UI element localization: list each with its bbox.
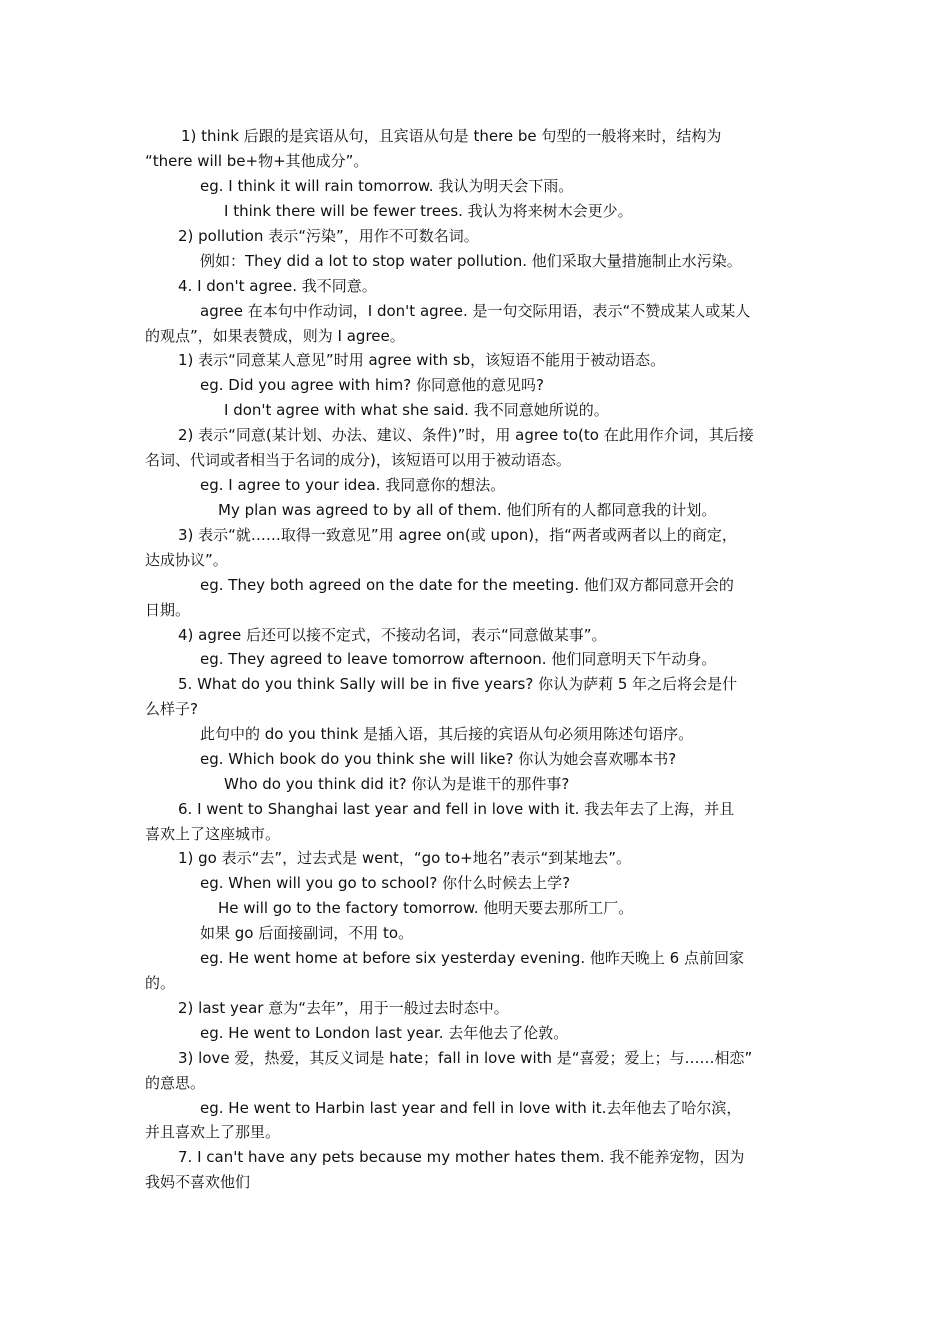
text-line: eg. They both agreed on the date for the meeting. 他们双方都同意开会的 <box>200 576 734 594</box>
text-line: agree 在本句中作动词，I don't agree. 是一句交际用语，表示“不赞成某人或某人 <box>200 302 751 320</box>
text-line: eg. I agree to your idea. 我同意你的想法。 <box>200 476 506 494</box>
text-line: I don't agree with what she said. 我不同意她所说的。 <box>224 401 609 419</box>
text-line: I think there will be fewer trees. 我认为将来树木会更少。 <box>224 202 633 220</box>
text-line: 4. I don't agree. 我不同意。 <box>178 277 377 295</box>
text-line: eg. They agreed to leave tomorrow afternoon. 他们同意明天下午动身。 <box>200 650 717 668</box>
text-line: eg. When will you go to school? 你什么时候去上学? <box>200 874 571 892</box>
text-line: 名词、代词或者相当于名词的成分)，该短语可以用于被动语态。 <box>145 451 571 469</box>
text-line: eg. He went to London last year. 去年他去了伦敦。 <box>200 1024 569 1042</box>
text-line: 2) 表示“同意(某计划、办法、建议、条件)”时，用 agree to(to 在此用作介词，其后接 <box>178 426 754 444</box>
text-line: 此句中的 do you think 是插入语，其后接的宾语从句必须用陈述句语序。 <box>200 725 694 743</box>
text-line: 喜欢上了这座城市。 <box>145 825 281 843</box>
text-line: eg. He went to Harbin last year and fell in love with it.去年他去了哈尔滨， <box>200 1099 742 1117</box>
text-line: 我妈不喜欢他们 <box>145 1173 251 1191</box>
text-line: eg. Which book do you think she will like? 你认为她会喜欢哪本书? <box>200 750 677 768</box>
text-line: 2) last year 意为“去年”，用于一般过去时态中。 <box>178 999 509 1017</box>
text-line: 3) 表示“就……取得一致意见”用 agree on(或 upon)，指“两者或两者以上的商定， <box>178 526 737 544</box>
text-line: He will go to the factory tomorrow. 他明天要去那所工厂。 <box>218 899 634 917</box>
text-line: My plan was agreed to by all of them. 他们所有的人都同意我的计划。 <box>218 501 717 519</box>
text-line: 的观点”，如果表赞成，则为 I agree。 <box>145 327 405 345</box>
text-line: 的。 <box>145 974 176 992</box>
text-line: 2) pollution 表示“污染”，用作不可数名词。 <box>178 227 479 245</box>
text-line: 4) agree 后还可以接不定式，不接动名词，表示“同意做某事”。 <box>178 626 607 644</box>
text-line: 1) 表示“同意某人意见”时用 agree with sb，该短语不能用于被动语态。 <box>178 351 666 369</box>
text-line: 1) go 表示“去”，过去式是 went，“go to+地名”表示“到某地去”。 <box>178 849 632 867</box>
text-line: 5. What do you think Sally will be in five years? 你认为萨莉 5 年之后将会是什 <box>178 675 738 693</box>
text-line: 3) love 爱，热爱，其反义词是 hate；fall in love with 是“喜爱；爱上；与……相恋” <box>178 1049 753 1067</box>
text-line: 么样子? <box>145 700 198 718</box>
text-line: 6. I went to Shanghai last year and fell in love with it. 我去年去了上海，并且 <box>178 800 735 818</box>
text-line: 1) think 后跟的是宾语从句，且宾语从句是 there be 句型的一般将来时，结构为 <box>181 127 722 145</box>
text-line: 7. I can't have any pets because my mother hates them. 我不能养宠物，因为 <box>178 1148 745 1166</box>
text-line: 达成协议”。 <box>145 551 228 569</box>
text-line: 如果 go 后面接副词，不用 to。 <box>200 924 414 942</box>
text-line: 例如：They did a lot to stop water pollution. 他们采取大量措施制止水污染。 <box>200 252 742 270</box>
text-line: eg. Did you agree with him? 你同意他的意见吗? <box>200 376 544 394</box>
text-line: eg. I think it will rain tomorrow. 我认为明天会下雨。 <box>200 177 574 195</box>
text-line: Who do you think did it? 你认为是谁干的那件事? <box>224 775 570 793</box>
text-line: 并且喜欢上了那里。 <box>145 1123 281 1141</box>
text-line: 日期。 <box>145 601 191 619</box>
text-line: eg. He went home at before six yesterday evening. 他昨天晚上 6 点前回家 <box>200 949 744 967</box>
text-line: 的意思。 <box>145 1074 206 1092</box>
text-line: “there will be+物+其他成分”。 <box>145 152 369 170</box>
